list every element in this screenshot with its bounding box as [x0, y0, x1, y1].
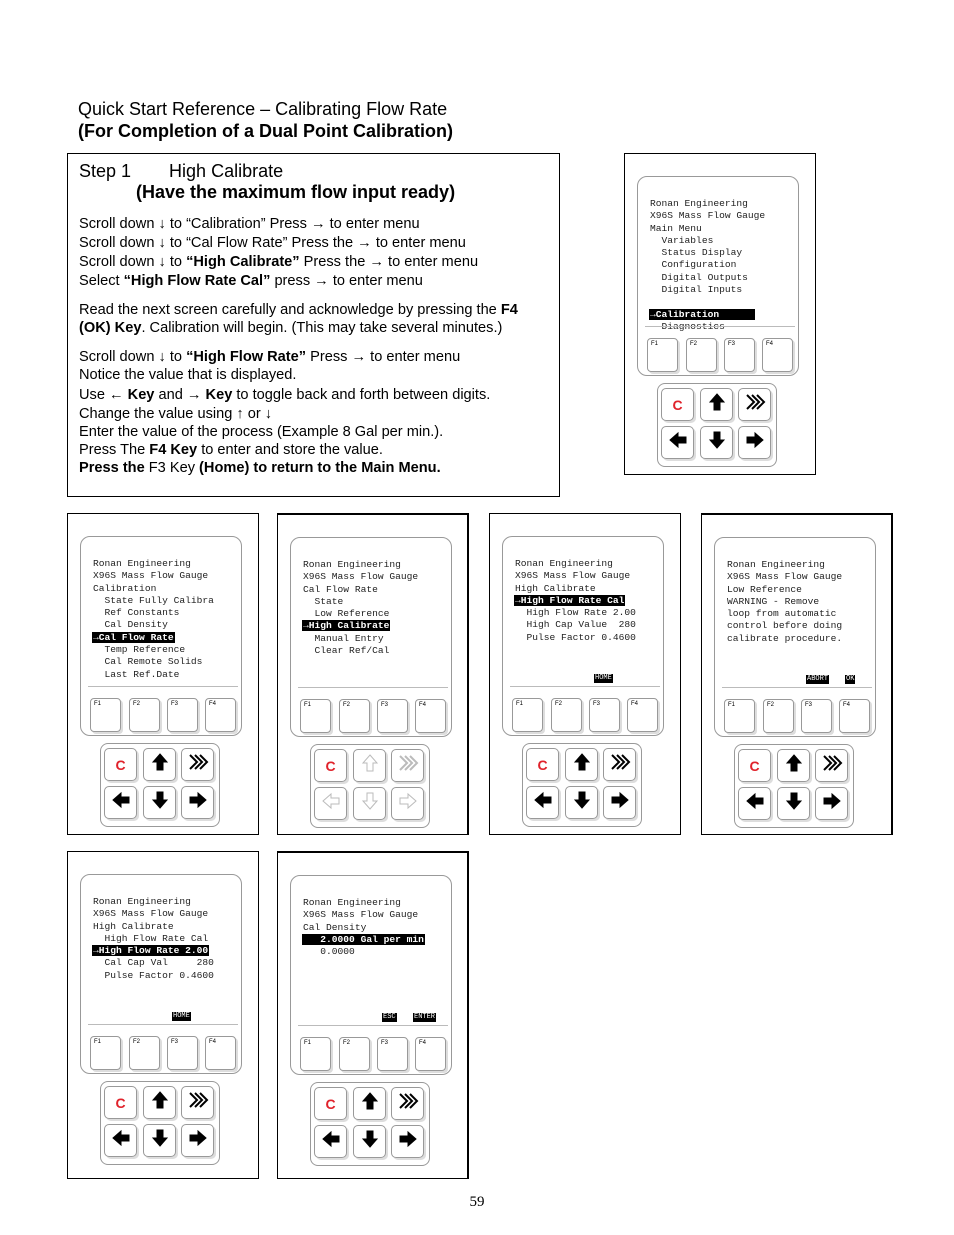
- fast-forward-icon: [397, 752, 419, 779]
- lcd-line: Calibration: [93, 582, 157, 594]
- left-arrow-key[interactable]: [104, 786, 137, 819]
- left-arrow-icon: [320, 790, 342, 817]
- function-key-f4[interactable]: F4: [627, 698, 658, 732]
- lcd-line: X96S Mass Flow Gauge: [515, 570, 631, 582]
- fast-forward-icon: [609, 751, 631, 778]
- left-arrow-key[interactable]: [104, 1124, 137, 1157]
- softkey-label-home: HOME: [173, 1012, 190, 1020]
- lcd-line-selected: →Calibration: [650, 308, 754, 320]
- down-arrow-icon: [359, 790, 381, 817]
- fast-forward-key[interactable]: [181, 1086, 214, 1119]
- up-arrow-key[interactable]: [777, 749, 810, 782]
- clear-key[interactable]: C: [314, 749, 347, 782]
- lcd-line-selected: →High Flow Rate Cal: [515, 594, 625, 606]
- function-key-f1[interactable]: F1: [647, 338, 678, 372]
- clear-key[interactable]: C: [738, 749, 771, 782]
- up-arrow-icon: [706, 391, 728, 418]
- lcd-line: Cal Flow Rate: [303, 583, 378, 595]
- function-key-f3[interactable]: F3: [377, 1037, 408, 1071]
- instruction-1: Scroll down ↓ to “Calibration” Press → to enter menu: [79, 216, 420, 232]
- right-arrow-key[interactable]: [815, 787, 848, 820]
- down-arrow-key[interactable]: [565, 786, 598, 819]
- clear-key[interactable]: C: [526, 748, 559, 781]
- device-panel-dens: [277, 851, 469, 1179]
- screen-divider: [645, 326, 795, 327]
- fast-forward-icon: [821, 752, 843, 779]
- lcd-line: High Calibrate: [93, 920, 174, 932]
- down-arrow-icon: [359, 1128, 381, 1155]
- down-arrow-key[interactable]: [700, 426, 733, 459]
- up-arrow-key[interactable]: [353, 1087, 386, 1120]
- page-number: 59: [469, 1194, 485, 1210]
- function-key-f2[interactable]: F2: [339, 1037, 370, 1071]
- lcd-line: X96S Mass Flow Gauge: [303, 571, 419, 583]
- instruction-13: Press the F3 Key (Home) to return to the Main Menu.: [79, 460, 441, 476]
- up-arrow-icon: [359, 752, 381, 779]
- right-arrow-icon: [397, 790, 419, 817]
- lcd-line: Pulse Factor 0.4600: [515, 631, 636, 643]
- function-key-f4[interactable]: F4: [762, 338, 793, 372]
- screen-divider: [298, 1025, 448, 1026]
- up-arrow-key[interactable]: [565, 748, 598, 781]
- down-arrow-icon: [149, 789, 171, 816]
- down-arrow-key[interactable]: [353, 1125, 386, 1158]
- clear-key[interactable]: C: [314, 1087, 347, 1120]
- up-arrow-icon: [359, 1090, 381, 1117]
- function-key-f2[interactable]: F2: [763, 699, 794, 733]
- instruction-10: Change the value using ↑ or ↓: [79, 406, 273, 422]
- instruction-3: Scroll down ↓ to “High Calibrate” Press the → to enter menu: [79, 254, 479, 270]
- right-arrow-key[interactable]: [391, 1125, 424, 1158]
- right-arrow-icon: [609, 789, 631, 816]
- function-key-f3[interactable]: F3: [377, 699, 408, 733]
- lcd-line-selected: 2.0000 Gal per min: [303, 933, 424, 945]
- instruction-12: Press The F4 Key to enter and store the value.: [79, 442, 383, 458]
- clear-key[interactable]: C: [661, 388, 694, 421]
- lcd-line: loop from automatic: [727, 608, 837, 620]
- lcd-line: Ref Constants: [93, 607, 180, 619]
- instruction-9: Use ← Key and → Key to toggle back and forth between digits.: [79, 387, 491, 403]
- left-arrow-icon: [667, 429, 689, 456]
- screen-divider: [298, 687, 448, 688]
- lcd-line: Ronan Engineering: [650, 198, 748, 209]
- lcd-screen: [92, 896, 252, 982]
- right-arrow-key[interactable]: [391, 787, 424, 820]
- lcd-line: Cal Cap Val 280: [93, 957, 214, 969]
- left-arrow-icon: [320, 1128, 342, 1155]
- function-key-f4[interactable]: F4: [205, 1036, 236, 1070]
- fast-forward-key[interactable]: [181, 748, 214, 781]
- step-title: High Calibrate: [169, 161, 284, 181]
- lcd-line: Digital Outputs: [650, 271, 748, 283]
- lcd-line-selected: →High Calibrate: [303, 620, 390, 632]
- left-arrow-key[interactable]: [314, 1125, 347, 1158]
- lcd-line: [649, 296, 809, 308]
- lcd-line: X96S Mass Flow Gauge: [93, 908, 209, 920]
- left-arrow-key[interactable]: [526, 786, 559, 819]
- function-key-f2[interactable]: F2: [686, 338, 717, 372]
- lcd-line-selected: →High Flow Rate 2.00: [93, 945, 209, 957]
- lcd-line: X96S Mass Flow Gauge: [650, 210, 766, 222]
- lcd-line: Manual Entry: [303, 632, 384, 644]
- instruction-8: Notice the value that is displayed.: [79, 367, 297, 383]
- function-key-f3[interactable]: F3: [167, 1036, 198, 1070]
- lcd-line: Cal Remote Solids: [93, 656, 203, 668]
- lcd-screen: [649, 198, 809, 333]
- instruction-4: Select “High Flow Rate Cal” press → to enter menu: [79, 273, 423, 289]
- device-panel-hc: [489, 513, 681, 835]
- function-key-f4[interactable]: F4: [205, 698, 236, 732]
- instruction-11: Enter the value of the process (Example 8 Gal per min.).: [79, 424, 444, 440]
- function-key-f1[interactable]: F1: [90, 1036, 121, 1070]
- function-key-f4[interactable]: F4: [415, 1037, 446, 1071]
- step-label: Step 1: [79, 161, 132, 181]
- up-arrow-key[interactable]: [143, 748, 176, 781]
- lcd-line: X96S Mass Flow Gauge: [727, 571, 843, 583]
- lcd-line-selected: →Cal Flow Rate: [93, 631, 174, 643]
- fast-forward-icon: [187, 751, 209, 778]
- lcd-line: control before doing: [727, 620, 843, 632]
- device-panel-cfr: [277, 513, 469, 835]
- lcd-line: Ronan Engineering: [93, 896, 191, 907]
- lcd-line: Ronan Engineering: [515, 558, 613, 569]
- instruction-6: (OK) Key. Calibration will begin. (This may take several minutes.): [79, 320, 503, 336]
- lcd-line: High Calibrate: [515, 582, 596, 594]
- function-key-f2[interactable]: F2: [129, 698, 160, 732]
- right-arrow-icon: [187, 789, 209, 816]
- function-key-f3[interactable]: F3: [724, 338, 755, 372]
- device-panel-main: [624, 153, 816, 475]
- down-arrow-icon: [571, 789, 593, 816]
- lcd-line: State Fully Calibra: [93, 594, 214, 606]
- lcd-line: Digital Inputs: [650, 284, 743, 296]
- function-key-f2[interactable]: F2: [129, 1036, 160, 1070]
- right-arrow-icon: [397, 1128, 419, 1155]
- function-key-f1[interactable]: F1: [512, 698, 543, 732]
- lcd-line: Ronan Engineering: [303, 559, 401, 570]
- lcd-line: 0.0000: [303, 946, 355, 958]
- lcd-line: Pulse Factor 0.4600: [93, 969, 214, 981]
- right-arrow-icon: [187, 1127, 209, 1154]
- lcd-line: Diagnostics: [650, 320, 725, 332]
- lcd-screen: [302, 559, 462, 657]
- up-arrow-icon: [149, 1089, 171, 1116]
- right-arrow-key[interactable]: [181, 1124, 214, 1157]
- lcd-line: Temp Reference: [93, 644, 186, 656]
- right-arrow-icon: [821, 790, 843, 817]
- softkey-label-home: HOME: [595, 674, 612, 682]
- device-panel-warn: [701, 513, 893, 835]
- lcd-line: Clear Ref/Cal: [303, 645, 390, 657]
- instruction-5: Read the next screen carefully and acknowledge by pressing the F4: [79, 302, 518, 318]
- up-arrow-key[interactable]: [700, 388, 733, 421]
- lcd-line: State: [303, 595, 344, 607]
- softkey-label-abort: ABORT: [807, 675, 829, 683]
- function-key-f3[interactable]: F3: [167, 698, 198, 732]
- lcd-screen: [726, 559, 886, 645]
- screen-divider: [510, 686, 660, 687]
- fast-forward-key[interactable]: [391, 1087, 424, 1120]
- up-arrow-key[interactable]: [143, 1086, 176, 1119]
- left-arrow-key[interactable]: [738, 787, 771, 820]
- fast-forward-icon: [187, 1089, 209, 1116]
- lcd-line: Variables: [650, 234, 714, 246]
- lcd-line: WARNING - Remove: [727, 595, 820, 607]
- lcd-line: High Flow Rate Cal: [93, 932, 209, 944]
- function-key-f2[interactable]: F2: [551, 698, 582, 732]
- lcd-line: Ronan Engineering: [303, 897, 401, 908]
- screen-divider: [88, 686, 238, 687]
- lcd-line: Ronan Engineering: [93, 558, 191, 569]
- lcd-line: X96S Mass Flow Gauge: [93, 570, 209, 582]
- lcd-line: Ronan Engineering: [727, 559, 825, 570]
- up-arrow-key[interactable]: [353, 749, 386, 782]
- instruction-2: Scroll down ↓ to “Cal Flow Rate” Press the → to enter menu: [79, 235, 466, 251]
- function-key-f1[interactable]: F1: [724, 699, 755, 733]
- softkey-label-esc: ESC: [383, 1013, 396, 1021]
- clear-key[interactable]: C: [104, 1086, 137, 1119]
- right-arrow-key[interactable]: [181, 786, 214, 819]
- function-key-f3[interactable]: F3: [589, 698, 620, 732]
- left-arrow-icon: [744, 790, 766, 817]
- screen-divider: [722, 687, 872, 688]
- lcd-line: High Cap Value 280: [515, 619, 636, 631]
- down-arrow-key[interactable]: [353, 787, 386, 820]
- left-arrow-icon: [532, 789, 554, 816]
- fast-forward-key[interactable]: [603, 748, 636, 781]
- function-key-f1[interactable]: F1: [300, 699, 331, 733]
- function-key-f1[interactable]: F1: [300, 1037, 331, 1071]
- lcd-screen: [514, 558, 674, 644]
- left-arrow-key[interactable]: [314, 787, 347, 820]
- lcd-line: Configuration: [650, 259, 737, 271]
- down-arrow-key[interactable]: [143, 1124, 176, 1157]
- lcd-line: Cal Density: [303, 921, 367, 933]
- page-heading-line1: Quick Start Reference – Calibrating Flow Rate: [78, 99, 448, 119]
- lcd-line: Main Menu: [650, 222, 702, 234]
- step-instructions-box: [67, 153, 560, 497]
- lcd-line: X96S Mass Flow Gauge: [303, 909, 419, 921]
- clear-key[interactable]: C: [104, 748, 137, 781]
- right-arrow-key[interactable]: [603, 786, 636, 819]
- fast-forward-icon: [744, 391, 766, 418]
- lcd-screen: [92, 558, 252, 681]
- right-arrow-icon: [744, 429, 766, 456]
- up-arrow-icon: [783, 752, 805, 779]
- function-key-f1[interactable]: F1: [90, 698, 121, 732]
- softkey-label-enter: ENTER: [414, 1013, 436, 1021]
- down-arrow-icon: [149, 1127, 171, 1154]
- down-arrow-icon: [783, 790, 805, 817]
- down-arrow-key[interactable]: [777, 787, 810, 820]
- page-heading-line2: (For Completion of a Dual Point Calibration): [78, 121, 453, 141]
- right-arrow-key[interactable]: [738, 426, 771, 459]
- left-arrow-icon: [110, 1127, 132, 1154]
- lcd-line: Status Display: [650, 247, 743, 259]
- up-arrow-icon: [571, 751, 593, 778]
- device-panel-cal: [67, 513, 259, 835]
- up-arrow-icon: [149, 751, 171, 778]
- screen-divider: [88, 1024, 238, 1025]
- left-arrow-key[interactable]: [661, 426, 694, 459]
- fast-forward-key[interactable]: [391, 749, 424, 782]
- lcd-line: Cal Density: [93, 619, 168, 631]
- softkey-label-ok: OK: [846, 675, 855, 683]
- lcd-screen: [302, 897, 462, 958]
- lcd-line: calibrate procedure.: [727, 632, 843, 644]
- down-arrow-icon: [706, 429, 728, 456]
- fast-forward-icon: [397, 1090, 419, 1117]
- function-key-f3[interactable]: F3: [801, 699, 832, 733]
- left-arrow-icon: [110, 789, 132, 816]
- lcd-line: High Flow Rate 2.00: [515, 607, 636, 619]
- lcd-line: Low Reference: [727, 583, 802, 595]
- fast-forward-key[interactable]: [815, 749, 848, 782]
- lcd-line: Last Ref.Date: [93, 668, 180, 680]
- fast-forward-key[interactable]: [738, 388, 771, 421]
- function-key-f4[interactable]: F4: [415, 699, 446, 733]
- function-key-f4[interactable]: F4: [839, 699, 870, 733]
- function-key-f2[interactable]: F2: [339, 699, 370, 733]
- device-panel-hc2: [67, 851, 259, 1179]
- instruction-7: Scroll down ↓ to “High Flow Rate” Press → to enter menu: [79, 349, 461, 365]
- lcd-line: Low Reference: [303, 608, 390, 620]
- down-arrow-key[interactable]: [143, 786, 176, 819]
- step-subtitle: (Have the maximum flow input ready): [136, 182, 456, 202]
